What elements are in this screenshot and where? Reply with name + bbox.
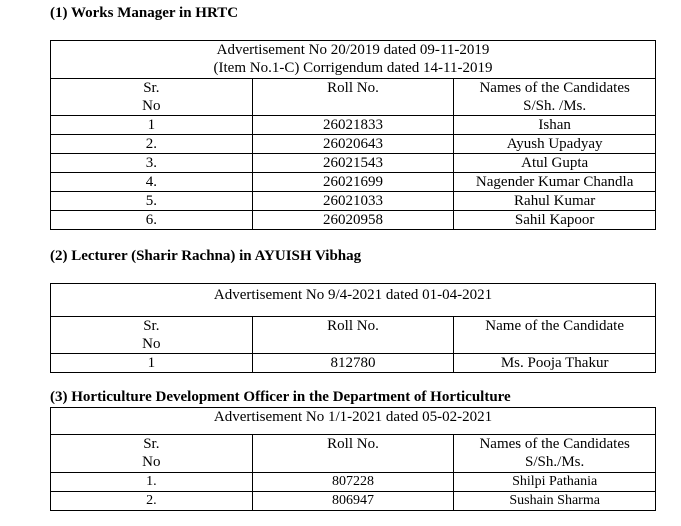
table-row: 1. 807228 Shilpi Pathania xyxy=(51,473,656,492)
section-2-heading: (2) Lecturer (Sharir Rachna) in AYUISH Vibhag xyxy=(50,248,362,264)
advert-cell: Advertisement No 9/4-2021 dated 01-04-2021 xyxy=(51,284,656,317)
section-3-heading: (3) Horticulture Development Officer in the Department of Horticulture xyxy=(50,389,511,405)
header-name: Name of the Candidate xyxy=(454,317,656,354)
table-row: 4. 26021699 Nagender Kumar Chandla xyxy=(51,173,656,192)
section-3-table xyxy=(50,407,656,511)
advert-line: (Item No.1-C) Corrigendum dated 14-11-2019 xyxy=(213,60,493,76)
table-row: 6. 26020958 Sahil Kapoor xyxy=(51,211,656,230)
header-sr: Sr. No xyxy=(51,79,253,116)
table-row: 1 812780 Ms. Pooja Thakur xyxy=(51,354,656,373)
section-1-table xyxy=(50,40,656,230)
header-roll: Roll No. xyxy=(252,317,454,354)
advert-cell xyxy=(51,41,656,79)
table-row: 3. 26021543 Atul Gupta xyxy=(51,154,656,173)
table-row: 2. 26020643 Ayush Upadyay xyxy=(51,135,656,154)
section-2-table xyxy=(50,283,656,373)
header-roll: Roll No. xyxy=(252,79,454,116)
header-sr: Sr. No xyxy=(51,435,253,473)
header-sr: Sr. No xyxy=(51,317,253,354)
table-row: 2. 806947 Sushain Sharma xyxy=(51,492,656,511)
header-roll: Roll No. xyxy=(252,435,454,473)
section-1-heading: (1) Works Manager in HRTC xyxy=(50,5,239,21)
header-name: Names of the Candidates S/Sh./Ms. xyxy=(454,435,656,473)
advert-cell: Advertisement No 1/1-2021 dated 05-02-2021 xyxy=(51,408,656,435)
advert-line: Advertisement No 20/2019 dated 09-11-2019 xyxy=(216,42,490,58)
table-row: 1 26021833 Ishan xyxy=(51,116,656,135)
header-name: Names of the Candidates S/Sh. /Ms. xyxy=(454,79,656,116)
table-row: 5. 26021033 Rahul Kumar xyxy=(51,192,656,211)
